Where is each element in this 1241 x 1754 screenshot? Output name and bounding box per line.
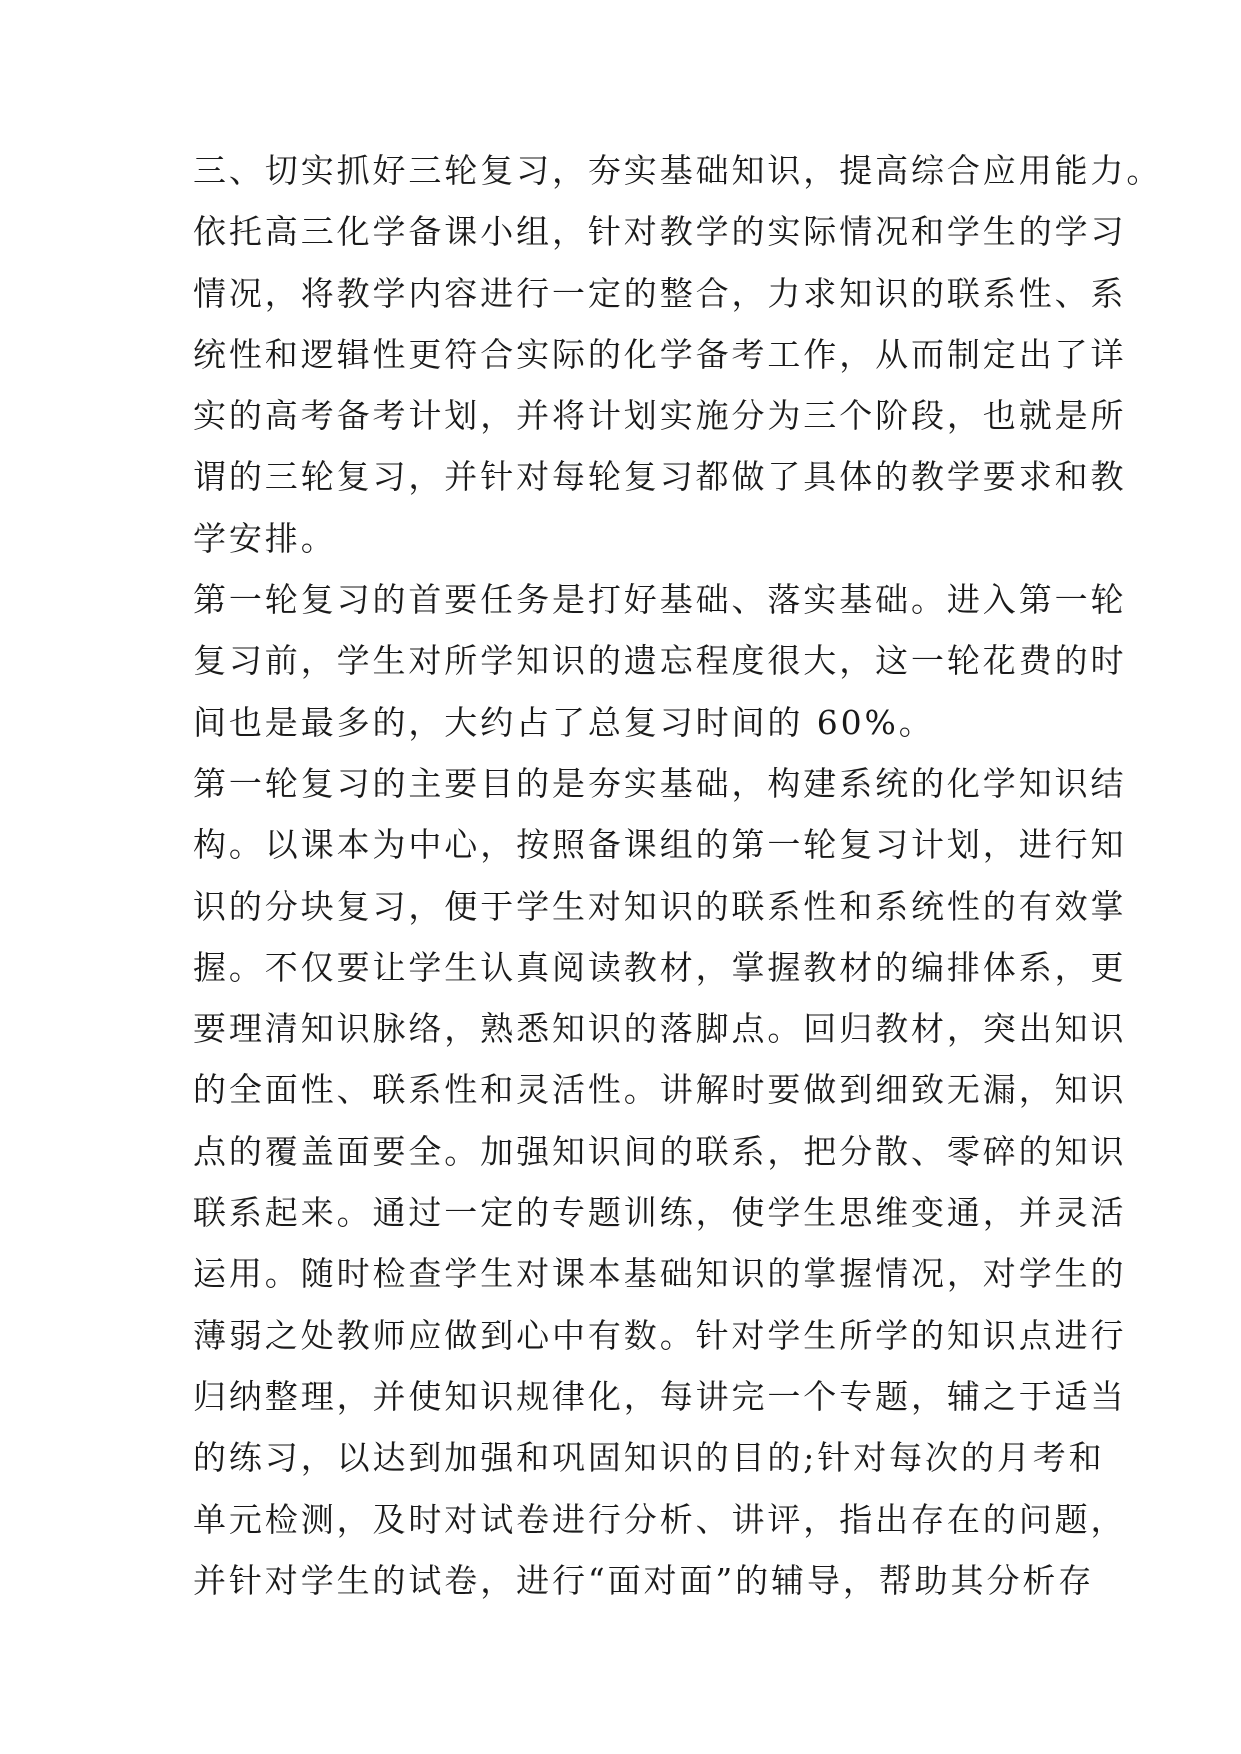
text-line: 间也是最多的，大约占了总复习时间的 60%。	[193, 702, 935, 742]
text-line: 构。以课本为中心，按照备课组的第一轮复习计划，进行知	[193, 825, 1127, 865]
text-line: 归纳整理，并使知识规律化，每讲完一个专题，辅之于适当	[193, 1376, 1127, 1416]
text-line: 的全面性、联系性和灵活性。讲解时要做到细致无漏，知识	[193, 1070, 1127, 1110]
text-line: 运用。随时检查学生对课本基础知识的掌握情况，对学生的	[193, 1254, 1127, 1294]
text-line: 谓的三轮复习，并针对每轮复习都做了具体的教学要求和教	[193, 457, 1127, 497]
text-line: 的练习，以达到加强和巩固知识的目的;针对每次的月考和	[193, 1438, 1105, 1478]
text-line: 复习前，学生对所学知识的遗忘程度很大，这一轮花费的时	[193, 641, 1127, 681]
text-line: 薄弱之处教师应做到心中有数。针对学生所学的知识点进行	[193, 1315, 1127, 1355]
text-line: 握。不仅要让学生认真阅读教材，掌握教材的编排体系，更	[193, 947, 1127, 987]
text-line: 单元检测，及时对试卷进行分析、讲评，指出存在的问题，	[193, 1499, 1127, 1539]
text-line: 并针对学生的试卷，进行“面对面”的辅导，帮助其分析存	[193, 1560, 1095, 1600]
text-line: 统性和逻辑性更符合实际的化学备考工作，从而制定出了详	[193, 334, 1127, 374]
text-line: 第一轮复习的首要任务是打好基础、落实基础。进入第一轮	[193, 580, 1127, 620]
text-line: 学安排。	[193, 518, 337, 558]
text-line: 三、切实抓好三轮复习，夯实基础知识，提高综合应用能力。	[193, 151, 1163, 190]
text-line: 依托高三化学备课小组，针对教学的实际情况和学生的学习	[193, 212, 1127, 252]
text-line: 联系起来。通过一定的专题训练，使学生思维变通，并灵活	[193, 1193, 1127, 1233]
text-line: 要理清知识脉络，熟悉知识的落脚点。回归教材，突出知识	[193, 1009, 1127, 1049]
text-line: 情况，将教学内容进行一定的整合，力求知识的联系性、系	[193, 273, 1127, 313]
text-line: 第一轮复习的主要目的是夯实基础，构建系统的化学知识结	[193, 763, 1127, 803]
text-line: 识的分块复习，便于学生对知识的联系性和系统性的有效掌	[193, 886, 1127, 926]
document-body-text	[193, 140, 1163, 1611]
text-line: 实的高考备考计划，并将计划实施分为三个阶段，也就是所	[193, 396, 1127, 436]
text-line: 点的覆盖面要全。加强知识间的联系，把分散、零碎的知识	[193, 1131, 1127, 1171]
